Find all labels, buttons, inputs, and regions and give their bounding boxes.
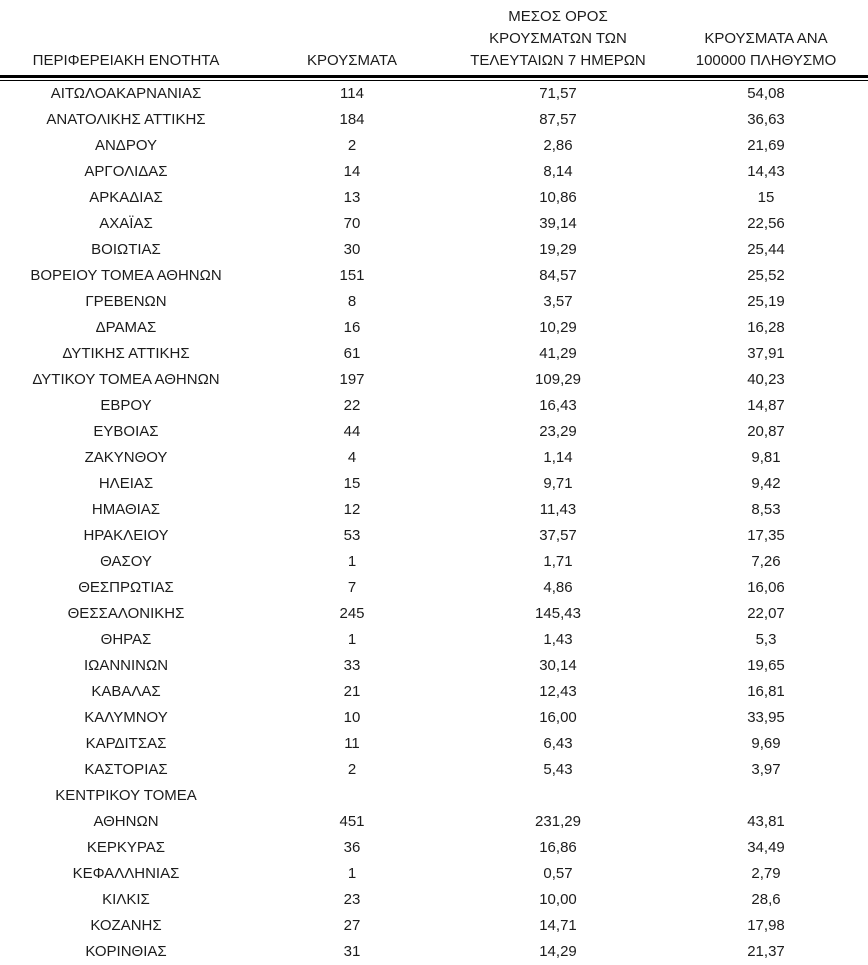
table-row	[0, 81, 868, 107]
avg7-cell: 6,43	[543, 735, 573, 752]
per100k-cell: 9,42	[751, 475, 781, 492]
avg7-cell: 11,43	[539, 501, 577, 518]
region-cell: ΑΝΔΡΟΥ	[94, 137, 158, 154]
table-row	[0, 627, 868, 653]
avg7-cell: 16,43	[539, 397, 577, 414]
region-cell: ΒΟΡΕΙΟΥ ΤΟΜΕΑ ΑΘΗΝΩΝ	[30, 267, 222, 284]
header-row	[0, 0, 868, 78]
region-cell: ΘΑΣΟΥ	[100, 553, 152, 570]
table-row	[0, 783, 868, 835]
region-cell: ΚΙΛΚΙΣ	[102, 891, 150, 908]
cases-cell: 23	[343, 891, 361, 908]
region-cell: ΚΕΦΑΛΛΗΝΙΑΣ	[72, 865, 180, 882]
cases-cell: 2	[347, 137, 357, 154]
per100k-cell: 28,6	[751, 891, 781, 908]
region-cell: ΚΟΡΙΝΘΙΑΣ	[85, 943, 167, 960]
col-header-avg7-line3: ΤΕΛΕΥΤΑΙΩΝ 7 ΗΜΕΡΩΝ	[470, 52, 646, 69]
region-cell: ΚΑΒΑΛΑΣ	[91, 683, 161, 700]
per100k-cell: 20,87	[747, 423, 785, 440]
table-row	[0, 185, 868, 211]
region-cell: ΕΒΡΟΥ	[100, 397, 152, 414]
region-cell: ΑΡΓΟΛΙΔΑΣ	[84, 163, 168, 180]
cases-cell: 197	[339, 371, 365, 388]
per100k-cell: 7,26	[751, 553, 781, 570]
cases-cell: 8	[347, 293, 357, 310]
region-cell: ΘΗΡΑΣ	[100, 631, 152, 648]
per100k-cell: 8,53	[751, 501, 781, 518]
per100k-cell: 19,65	[747, 657, 785, 674]
avg7-cell: 8,14	[543, 163, 573, 180]
per100k-cell: 15	[757, 189, 775, 206]
cases-cell: 61	[343, 345, 361, 362]
avg7-cell: 41,29	[539, 345, 577, 362]
avg7-cell: 1,43	[543, 631, 573, 648]
table-row	[0, 575, 868, 601]
per100k-cell: 22,07	[747, 605, 785, 622]
avg7-cell: 37,57	[539, 527, 577, 544]
per100k-cell: 22,56	[747, 215, 785, 232]
per100k-cell: 3,97	[751, 761, 781, 778]
cases-cell: 1	[347, 865, 357, 882]
per100k-cell: 9,81	[751, 449, 781, 466]
per100k-cell: 33,95	[747, 709, 785, 726]
per100k-cell: 17,98	[747, 917, 785, 934]
avg7-cell: 14,29	[539, 943, 577, 960]
avg7-cell: 19,29	[539, 241, 577, 258]
table-body	[0, 81, 868, 965]
region-cell: ΕΥΒΟΙΑΣ	[93, 423, 159, 440]
table-row	[0, 653, 868, 679]
per100k-cell: 14,43	[747, 163, 785, 180]
cases-cell: 22	[343, 397, 361, 414]
avg7-cell: 16,86	[539, 839, 577, 856]
cases-cell: 13	[343, 189, 361, 206]
col-header-avg7-line1: ΜΕΣΟΣ ΟΡΟΣ	[508, 8, 608, 25]
avg7-cell: 3,57	[543, 293, 573, 310]
cases-cell: 10	[343, 709, 361, 726]
per100k-cell: 25,52	[747, 267, 785, 284]
per100k-cell: 40,23	[747, 371, 785, 388]
per100k-cell: 5,3	[755, 631, 777, 648]
region-cell: ΑΙΤΩΛΟΑΚΑΡΝΑΝΙΑΣ	[50, 85, 202, 102]
per100k-cell: 16,28	[747, 319, 785, 336]
cases-cell: 7	[347, 579, 357, 596]
cases-cell: 15	[343, 475, 361, 492]
cases-cell: 11	[344, 735, 360, 752]
avg7-cell: 231,29	[535, 813, 581, 830]
cases-cell: 12	[343, 501, 361, 518]
per100k-cell: 21,37	[747, 943, 785, 960]
cases-cell: 53	[343, 527, 361, 544]
table-row	[0, 341, 868, 367]
table-row	[0, 731, 868, 757]
cases-cell: 1	[347, 553, 357, 570]
region-cell: ΔΡΑΜΑΣ	[95, 319, 157, 336]
table-row	[0, 289, 868, 315]
cases-cell: 44	[343, 423, 361, 440]
col-header-per100k	[664, 0, 868, 78]
table-row	[0, 445, 868, 471]
per100k-cell: 25,19	[747, 293, 785, 310]
table-row	[0, 315, 868, 341]
per100k-cell: 25,44	[747, 241, 785, 258]
col-header-region-label: ΠΕΡΙΦΕΡΕΙΑΚΗ ΕΝΟΤΗΤΑ	[32, 52, 220, 69]
avg7-cell: 9,71	[543, 475, 573, 492]
table-row	[0, 211, 868, 237]
region-cell: ΙΩΑΝΝΙΝΩΝ	[83, 657, 169, 674]
avg7-cell: 4,86	[543, 579, 573, 596]
region-cell: ΑΧΑΪΑΣ	[99, 215, 153, 232]
avg7-cell: 30,14	[539, 657, 577, 674]
col-header-avg7	[452, 0, 664, 78]
cases-cell: 114	[340, 85, 364, 102]
per100k-cell: 14,87	[747, 397, 785, 414]
avg7-cell: 87,57	[539, 111, 577, 128]
table-row	[0, 913, 868, 939]
region-cell: ΚΑΣΤΟΡΙΑΣ	[84, 761, 168, 778]
cases-cell: 33	[343, 657, 361, 674]
table-row	[0, 237, 868, 263]
cases-cell: 451	[339, 813, 365, 830]
cases-cell: 36	[343, 839, 361, 856]
per100k-cell: 17,35	[747, 527, 785, 544]
avg7-cell: 10,29	[539, 319, 577, 336]
cases-cell: 14	[343, 163, 361, 180]
avg7-cell: 39,14	[539, 215, 577, 232]
region-cell: ΚΑΡΔΙΤΣΑΣ	[85, 735, 167, 752]
cases-cell: 70	[343, 215, 361, 232]
cases-cell: 151	[339, 267, 365, 284]
avg7-cell: 0,57	[543, 865, 573, 882]
table-row	[0, 133, 868, 159]
table-row	[0, 263, 868, 289]
per100k-cell: 37,91	[747, 345, 785, 362]
per100k-cell: 2,79	[751, 865, 781, 882]
per100k-cell: 43,81	[747, 813, 785, 830]
per100k-cell: 54,08	[747, 85, 785, 102]
col-header-per100k-line2: 100000 ΠΛΗΘΥΣΜΟ	[695, 52, 837, 69]
region-cell: ΚΕΝΤΡΙΚΟΥ ΤΟΜΕΑ ΑΘΗΝΩΝ	[55, 787, 197, 830]
avg7-cell: 145,43	[535, 605, 581, 622]
per100k-cell: 16,06	[747, 579, 785, 596]
avg7-cell: 2,86	[543, 137, 573, 154]
table-row	[0, 835, 868, 861]
cases-cell: 30	[343, 241, 361, 258]
cases-cell: 16	[343, 319, 361, 336]
region-cell: ΚΟΖΑΝΗΣ	[90, 917, 162, 934]
cases-cell: 21	[343, 683, 361, 700]
avg7-cell: 5,43	[543, 761, 573, 778]
table-row	[0, 757, 868, 783]
table-row	[0, 679, 868, 705]
avg7-cell: 12,43	[539, 683, 577, 700]
region-cell: ΑΝΑΤΟΛΙΚΗΣ ΑΤΤΙΚΗΣ	[46, 111, 206, 128]
table-row	[0, 419, 868, 445]
per100k-cell: 9,69	[751, 735, 781, 752]
avg7-cell: 84,57	[539, 267, 577, 284]
cases-cell: 4	[347, 449, 357, 466]
per100k-cell: 34,49	[747, 839, 785, 856]
cases-cell: 2	[347, 761, 357, 778]
per100k-cell: 21,69	[747, 137, 785, 154]
table-row	[0, 523, 868, 549]
region-cell: ΗΜΑΘΙΑΣ	[91, 501, 161, 518]
region-cell: ΚΕΡΚΥΡΑΣ	[86, 839, 166, 856]
avg7-cell: 14,71	[539, 917, 577, 934]
cases-cell: 184	[339, 111, 365, 128]
col-header-avg7-line2: ΚΡΟΥΣΜΑΤΩΝ ΤΩΝ	[489, 30, 627, 47]
cases-cell: 27	[343, 917, 361, 934]
table-row	[0, 497, 868, 523]
region-cell: ΑΡΚΑΔΙΑΣ	[89, 189, 163, 206]
per100k-cell: 16,81	[747, 683, 785, 700]
table-row	[0, 107, 868, 133]
avg7-cell: 71,57	[539, 85, 577, 102]
table-row	[0, 939, 868, 965]
region-cell: ΗΛΕΙΑΣ	[98, 475, 154, 492]
region-cell: ΗΡΑΚΛΕΙΟΥ	[83, 527, 169, 544]
avg7-cell: 109,29	[535, 371, 581, 388]
table-row	[0, 471, 868, 497]
table-row	[0, 861, 868, 887]
table-row	[0, 549, 868, 575]
cases-cell: 31	[343, 943, 361, 960]
cases-cell: 1	[347, 631, 357, 648]
region-cell: ΘΕΣΣΑΛΟΝΙΚΗΣ	[67, 605, 185, 622]
col-header-per100k-line1: ΚΡΟΥΣΜΑΤΑ ΑΝΑ	[704, 30, 828, 47]
avg7-cell: 16,00	[539, 709, 577, 726]
region-cell: ΘΕΣΠΡΩΤΙΑΣ	[78, 579, 174, 596]
avg7-cell: 1,14	[543, 449, 573, 466]
table-row	[0, 601, 868, 627]
region-cell: ΓΡΕΒΕΝΩΝ	[85, 293, 167, 310]
avg7-cell: 1,71	[543, 553, 573, 570]
table-row	[0, 887, 868, 913]
table-row	[0, 393, 868, 419]
table-header	[0, 0, 868, 81]
region-cell: ΔΥΤΙΚΟΥ ΤΟΜΕΑ ΑΘΗΝΩΝ	[32, 371, 220, 388]
col-header-region	[0, 0, 252, 78]
table-row	[0, 367, 868, 393]
avg7-cell: 10,00	[539, 891, 577, 908]
avg7-cell: 23,29	[539, 423, 577, 440]
cases-cell: 245	[339, 605, 365, 622]
avg7-cell: 10,86	[539, 189, 577, 206]
table-row	[0, 705, 868, 731]
per100k-cell: 36,63	[747, 111, 785, 128]
region-cell: ΔΥΤΙΚΗΣ ΑΤΤΙΚΗΣ	[62, 345, 190, 362]
col-header-cases-label: ΚΡΟΥΣΜΑΤΑ	[307, 52, 397, 69]
table-row	[0, 159, 868, 185]
region-cell: ΚΑΛΥΜΝΟΥ	[84, 709, 168, 726]
region-cell: ΒΟΙΩΤΙΑΣ	[91, 241, 161, 258]
col-header-cases	[252, 0, 452, 78]
region-cell: ΖΑΚΥΝΘΟΥ	[84, 449, 168, 466]
